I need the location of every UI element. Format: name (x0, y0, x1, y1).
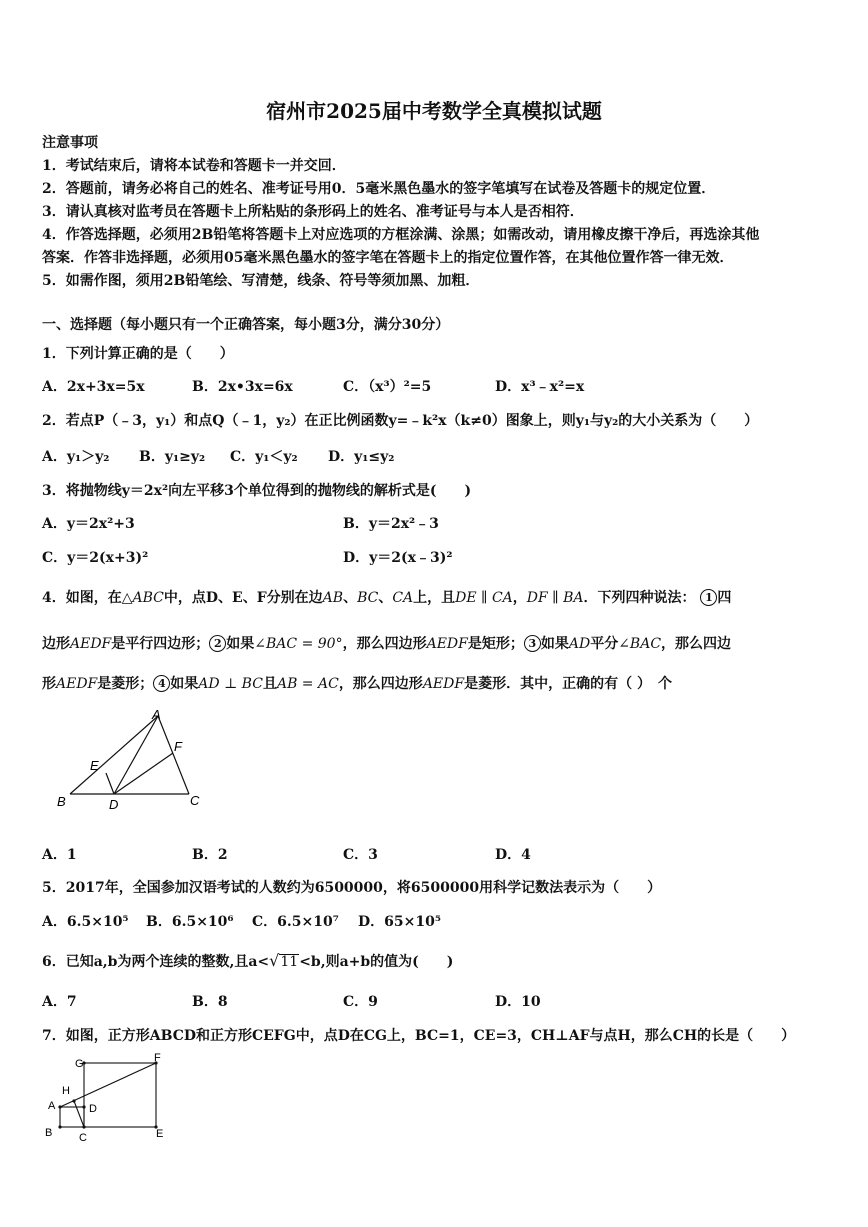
option-d: D．y₁≤y₂ (328, 449, 395, 465)
question-stem: 1．下列计算正确的是（ ） (42, 346, 234, 362)
option-d: D．65×10⁵ (358, 914, 441, 930)
option-a: A．y＝2x²+3 (42, 516, 135, 532)
notice-item: 1．考试结束后，请将本试卷和答题卡一并交回． (42, 158, 346, 174)
option-d: D．10 (495, 994, 541, 1010)
point-label: D (89, 1103, 97, 1115)
notice-item: 2．答题前，请务必将自己的姓名、准考证号用0．5毫米黑色墨水的签字笔填写在试卷及答题卡的规定位置． (42, 181, 716, 197)
option-a: A．1 (42, 847, 77, 863)
point-label: E (156, 1128, 164, 1140)
option-c: C．（x³）²=5 (343, 379, 432, 395)
point-label: F (174, 739, 182, 754)
triangle-figure (50, 705, 220, 815)
page-title: 宿州市2025届中考数学全真模拟试题 (266, 99, 602, 123)
option-d: D．y＝2(x﹣3)² (343, 550, 453, 566)
question-stem: 5．2017年，全国参加汉语考试的人数约为6500000，将6500000用科学记数法表示为（ ） (42, 880, 662, 896)
point-label: E (90, 758, 99, 773)
question-line: 边形AEDF是平行四边形； 2 如果∠BAC = 90°，那么四边形AEDF是矩形； 3 如果AD平分∠BAC，那么四边 (42, 636, 732, 652)
option-a: A．7 (42, 994, 77, 1010)
option-b: B．2 (192, 847, 228, 863)
option-b: B．y₁≥y₂ (139, 449, 206, 465)
point-label: G (75, 1058, 84, 1070)
notice-item: 5．如需作图，须用2B铅笔绘、写清楚，线条、符号等须加黑、加粗． (42, 273, 480, 289)
option-b: B．2x•3x=6x (192, 379, 293, 395)
notice-heading: 注意事项 (42, 135, 98, 151)
notice-item: 3．请认真核对监考员在答题卡上所粘贴的条形码上的姓名、准考证号与本人是否相符． (42, 204, 584, 220)
point-label: D (109, 797, 119, 812)
option-c: C．3 (343, 847, 378, 863)
notice-item: 答案．作答非选择题，必须用05毫米黑色墨水的签字笔在答题卡上的指定位置作答，在其他位置作答一律无效． (42, 250, 734, 266)
circled-number: 4 (153, 675, 170, 692)
sqrt-radicand: 11 (280, 954, 299, 970)
circled-number: 1 (700, 589, 717, 606)
option-a: A．2x+3x=5x (42, 379, 145, 395)
option-b: B．8 (192, 994, 228, 1010)
question-stem: 6．已知a,b为两个连续的整数,且a<√11<b,则a+b的值为( ) (42, 951, 454, 970)
option-a: A．y₁＞y₂ (42, 449, 110, 465)
point-label: A (48, 1100, 56, 1112)
option-a: A．6.5×10⁵ (42, 914, 129, 930)
point-label: A (152, 707, 161, 722)
question-stem: 2．若点P（﹣3，y₁）和点Q（﹣1，y₂）在正比例函数y=﹣k²x（k≠0）图象上，则y₁与y₂的大小关系为（ ） (42, 413, 759, 429)
option-c: C．9 (343, 994, 378, 1010)
option-c: C．y₁＜y₂ (230, 449, 298, 465)
point-label: C (190, 793, 200, 808)
point-label: B (57, 794, 66, 809)
notice-item: 4．作答选择题，必须用2B铅笔将答题卡上对应选项的方框涂满、涂黑；如需改动，请用橡皮擦干净后，再选涂其他 (42, 227, 760, 243)
point-label: H (62, 1085, 70, 1097)
point-label: B (45, 1127, 53, 1139)
option-d: D．x³﹣x²=x (495, 379, 585, 395)
option-c: C．6.5×10⁷ (252, 914, 339, 930)
circled-number: 2 (209, 635, 226, 652)
option-b: B．y＝2x²﹣3 (343, 516, 439, 532)
section-heading: 一、选择题（每小题只有一个正确答案，每小题3分，满分30分） (42, 317, 450, 333)
option-c: C．y＝2(x+3)² (42, 550, 149, 566)
question-line: 形AEDF是菱形； 4 如果AD ⊥ BC且AB = AC，那么四边形AEDF是菱形．其中，正确的有（ ） 个 (42, 676, 672, 692)
point-label: C (79, 1132, 87, 1144)
point-label: F (154, 1052, 161, 1064)
squares-figure (40, 1050, 180, 1150)
question-stem: 7．如图，正方形ABCD和正方形CEFG中，点D在CG上，BC=1，CE=3，CH⊥AF与点H，那么CH的长是（ ） (42, 1028, 796, 1044)
option-d: D．4 (495, 847, 531, 863)
option-b: B．6.5×10⁶ (146, 914, 234, 930)
question-line: 4．如图，在△ABC中，点D、E、F分别在边AB、BC、CA上，且DE ∥ CA，DF ∥ BA．下列四种说法： 1 四 (42, 590, 732, 606)
question-stem: 3．将抛物线y＝2x²向左平移3个单位得到的抛物线的解析式是( ) (42, 483, 472, 499)
circled-number: 3 (524, 635, 541, 652)
